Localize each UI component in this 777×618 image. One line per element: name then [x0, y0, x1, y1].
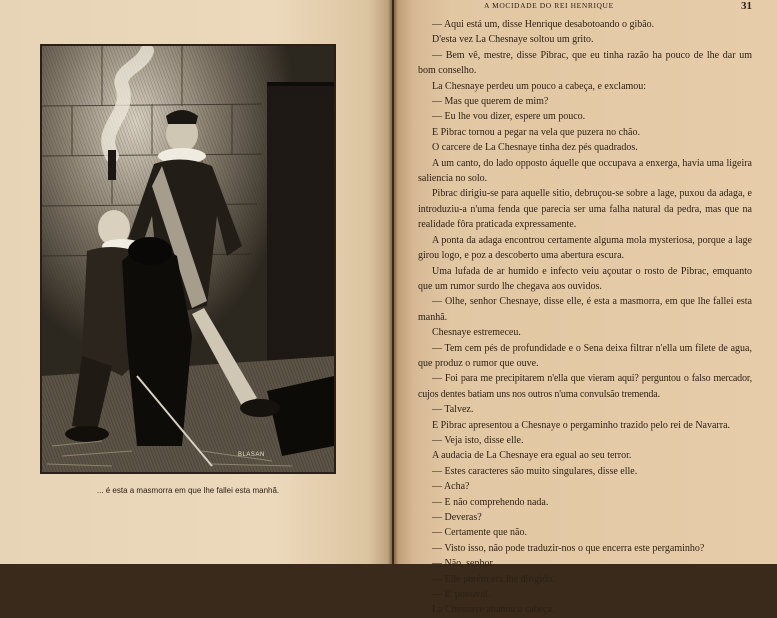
paragraph: — Talvez.	[432, 404, 474, 416]
paragraph: — Acha?	[432, 481, 470, 493]
running-head: A MOCIDADE DO REI HENRIQUE	[484, 1, 614, 10]
paragraph: — Olhe, senhor Chesnaye, disse elle, é esta a masmorra, em que lhe fallei esta manhã.	[418, 296, 752, 323]
paragraph: La Chesnaye abanou a cabeça.	[432, 604, 555, 616]
paragraph: — Estes caracteres são muito singulares, disse elle.	[432, 465, 638, 477]
paragraph: — Foi para me precipitarem n'ella que vieram aqui? perguntou o falso mercador, cujos dentes batiam uns nos outros n'uma convulsão tremenda.	[418, 373, 752, 400]
paragraph: E Pibrac tornou a pegar na vela que puzera no chão.	[432, 126, 640, 138]
paragraph: O carcere de La Chesnaye tinha dez pés quadrados.	[432, 142, 638, 154]
paragraph: Chesnaye estremeceu.	[432, 327, 521, 339]
paragraph: — Certamente que não.	[432, 527, 527, 539]
body-text	[418, 17, 752, 618]
paragraph: Pibrac dirigiu-se para aquelle sitio, debruçou-se sobre a lage, puxou da adaga, e introduziu-a n'uma fenda que parecia ser uma falha natural da pedra, mas que na realidade fôra praticada expressamente.	[418, 188, 752, 231]
paragraph: — Visto isso, não pode traduzir-nos o que encerra este pergaminho?	[432, 542, 705, 554]
paragraph: A audacia de La Chesnaye era egual ao seu terror.	[432, 450, 632, 462]
paragraph: Uma lufada de ar humido e infecto veiu açoutar o rosto de Pibrac, emquanto que um rumor surdo lhe chegava aos ouvidos.	[418, 265, 752, 292]
paragraph: La Chesnaye perdeu um pouco a cabeça, e exclamou:	[432, 80, 647, 92]
paragraph: — Aqui está um, disse Henrique desabotoando o gibão.	[432, 19, 655, 30]
paragraph: — E' possivel.	[432, 589, 491, 601]
paragraph: — Bem vê, mestre, disse Pibrac, que eu tinha razão ha pouco de lhe dar um bom conselho.	[418, 49, 752, 77]
paragraph: — Não, senhor.	[432, 558, 495, 570]
paragraph: — Tem cem pés de profundidade e o Sena deixa filtrar n'ella um filete de agua, que produz o rumor que ouve.	[418, 342, 752, 369]
engraver-signature: BLASAN	[238, 452, 265, 458]
book-gutter	[388, 0, 398, 564]
illustration-caption: ... é esta a masmorra em que lhe fallei esta manhã.	[96, 486, 280, 495]
paragraph: — Veja isto, disse elle.	[432, 434, 524, 446]
paragraph: — Mas que querem de mim?	[432, 96, 549, 108]
paragraph: E Pibrac apresentou a Chesnaye o pergaminho trazido pelo rei de Navarra.	[432, 419, 731, 431]
paragraph: — Eu lhe vou dizer, espere um pouco.	[432, 111, 586, 123]
paragraph: — E não comprehendo nada.	[432, 496, 549, 508]
paragraph: D'esta vez La Chesnaye soltou um grito.	[432, 34, 594, 46]
paragraph: — Elle porém era lhe dirigido.	[432, 573, 555, 585]
engraving-illustration	[40, 44, 336, 474]
page-number: 31	[741, 0, 752, 12]
paragraph: A um canto, do lado opposto áquelle que occupava a enxerga, havia uma ligeira saliencia no solo.	[418, 157, 752, 185]
paragraph: — Deveras?	[432, 512, 482, 523]
paragraph: A ponta da adaga encontrou certamente alguma mola mysteriosa, porque a lage girou logo, e poz a descoberto uma abertura escura.	[418, 234, 752, 262]
